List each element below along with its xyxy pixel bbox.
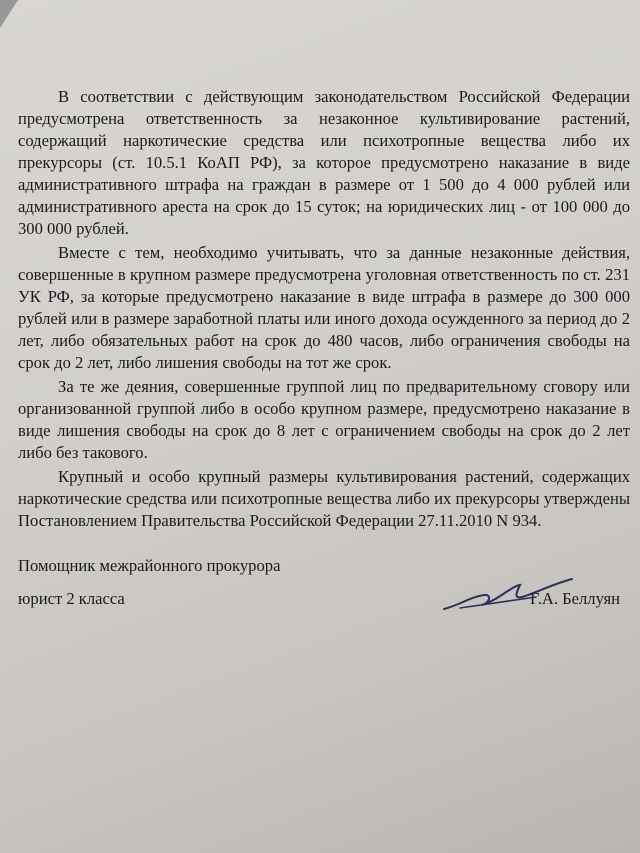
signer-name: Г.А. Беллуян [529,589,620,608]
page-corner-shadow [0,0,18,28]
paragraph-4: Крупный и особо крупный размеры культивирования растений, содержащих наркотические средства или психотропные вещества либо их прекурсоры утверждены Постановлением Правительства Российской Федерации 27.11.2010 N 934. [18,467,630,530]
paragraph-1: В соответствии с действующим законодательством Российской Федерации предусмотрена ответственность за незаконное культивирование растений, содержащий наркотические средства или психотропные вещества либо их прекурсоры (ст. 10.5.1 КоАП РФ), за которое предусмотрено наказание в виде административного штрафа на граждан в размере от 1 500 до 4 000 рублей или административного ареста на срок до 15 суток; на юридических лиц - от 100 000 до 300 000 рублей. [18,87,630,238]
paragraph-2: Вместе с тем, необходимо учитывать, что за данные незаконные действия, совершенные в крупном размере предусмотрена уголовная ответственность по ст. 231 УК РФ, за которые предусмотрено наказание в виде штрафа в размере до 300 000 рублей или в размере заработной платы или иного дохода осужденного за период до 2 лет, либо обязательных работ на срок до 480 часов, либо ограничения свободы на срок до 2 лет, либо лишения свободы на тот же срок. [18,243,630,372]
signer-position-title: Помощник межрайонного прокурора [18,556,281,575]
document-body [18,86,630,532]
paragraph-3: За те же деяния, совершенные группой лиц по предварительному сговору или организованной группой либо в особо крупном размере, предусмотрено наказание в виде лишения свободы на срок до 8 лет с ограничением свободы на срок до 2 лет либо без такового. [18,377,630,462]
signer-rank: юрист 2 класса [18,589,125,608]
